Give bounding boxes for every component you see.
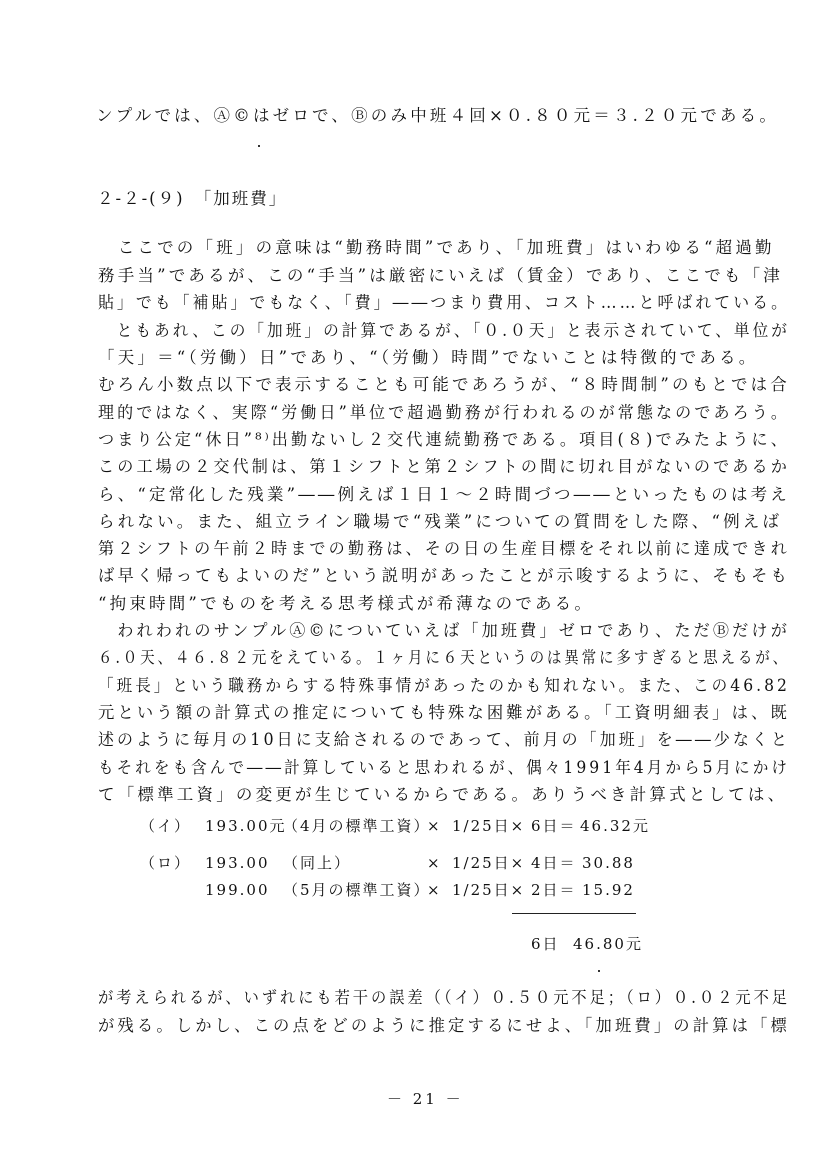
paragraph-line: ６.０天、４６.８２元をえている。１ヶ月に６天というのは異常に多すぎると思えるが、 [98, 648, 790, 667]
calc-note: （4月の標準工資） [283, 817, 431, 835]
calc-rate: 1/25日× [452, 854, 526, 872]
paragraph-line: むろん小数点以下で表示することも可能であろうが、“８時間制”のもとでは合 [98, 375, 790, 394]
calc-result: 46.32元 [580, 817, 650, 835]
calc-rate: 1/25日× [452, 881, 526, 899]
calc-note: （同上） [283, 854, 352, 872]
calc-days: 2日＝ [531, 881, 577, 899]
calc-label-i: （イ） [140, 817, 192, 835]
page-number: － 21 － [387, 1090, 464, 1108]
calc-amount: 193.00元 [205, 817, 287, 835]
scan-mark [258, 145, 260, 147]
calc-total-days: 6日 [531, 935, 560, 953]
paragraph-line: て「標準工資」の変更が生じているからである。ありうべき計算式としては、 [98, 785, 788, 804]
paragraph-line: 貼」でも「補貼」でもなく、「費」――つまり費用、コスト……と呼ばれている。 [98, 293, 791, 312]
paragraph-line: 「天」＝“（労働）日”であり、“（労働）時間”でないことは特徴的である。 [98, 348, 759, 367]
paragraph-line: が考えられるが、いずれにも若干の誤差（（イ）０.５０元不足；（ロ）０.０２元不足 [98, 988, 791, 1007]
paragraph-line: ら、“定常化した残業”――例えば１日１～２時間づつ――といったものは考え [98, 485, 790, 504]
paragraph-line: 理的ではなく、実際“労働日”単位で超過勤務が行われるのが常態なのであろう。 [98, 403, 791, 422]
section-heading: ２-２-(９) 「加班費」 [97, 189, 288, 208]
paragraph-line: ここでの「班」の意味は“勤務時間”であり、「加班費」はいわゆる“超過勤 [98, 238, 775, 257]
paragraph-line: 務手当”であるが、この“手当”は厳密にいえば（賃金）であり、ここでも「津 [98, 266, 784, 285]
sum-rule [512, 913, 636, 914]
calc-amount: 193.00 [205, 854, 270, 872]
paragraph-line: われわれのサンプルⒶ©についていえば「加班費」ゼロであり、ただⒷだけが [98, 621, 790, 640]
scan-mark [598, 970, 600, 972]
calc-rate: 1/25日× [452, 817, 526, 835]
calc-multiply: × [427, 881, 442, 899]
calc-total-result: 46.80元 [573, 935, 643, 953]
paragraph-line: この工場の２交代制は、第１シフトと第２シフトの間に切れ目がないのであるか [98, 457, 790, 476]
paragraph-line: つまり公定“休日”⁸⁾出勤ないし２交代連続勤務である。項目(８)でみたように、 [98, 430, 790, 449]
calc-result: 30.88 [582, 854, 635, 872]
paragraph-line: 述のように毎月の10日に支給されるのであって、前月の「加班」を――少なくと [98, 730, 790, 749]
calc-note: （5月の標準工資） [283, 881, 431, 899]
paragraph-line: ともあれ、この「加班」の計算であるが、「０.０天」と表示されていて、単位が [98, 321, 790, 340]
paragraph-line: ば早く帰ってもよいのだ”という説明があったことが示唆するように、そもそも [98, 566, 791, 585]
lead-line: ンプルでは、Ⓐ©はゼロで、Ⓑのみ中班４回×０.８０元＝３.２０元である。 [96, 106, 780, 125]
paragraph-line: が残る。しかし、この点をどのように推定するにせよ、「加班費」の計算は「標 [98, 1016, 790, 1035]
calc-days: 6日＝ [531, 817, 577, 835]
paragraph-line: “拘束時間”でものを考える思考様式が希薄なのである。 [98, 594, 595, 613]
paragraph-line: られない。また、組立ライン職場で“残業”についての質問をした際、“例えば [98, 512, 783, 531]
paragraph-line: 元という額の計算式の推定についても特殊な困難がある。「工資明細表」は、既 [98, 703, 791, 722]
paragraph-line: 「班長」という職務からする特殊事情があったのかも知れない。また、この46.82 [98, 676, 790, 695]
paragraph-line: 第２シフトの午前２時までの勤務は、その日の生産目標をそれ以前に達成できれ [98, 539, 790, 558]
calc-multiply: × [427, 854, 442, 872]
calc-multiply: × [427, 817, 442, 835]
calc-days: 4日＝ [531, 854, 577, 872]
calc-result: 15.92 [582, 881, 635, 899]
calc-label-ro: （ロ） [140, 854, 192, 872]
paragraph-line: もそれをも含んで――計算していると思われるが、偶々1991年4月から5月にかけ [98, 758, 791, 777]
calc-amount: 199.00 [205, 881, 270, 899]
